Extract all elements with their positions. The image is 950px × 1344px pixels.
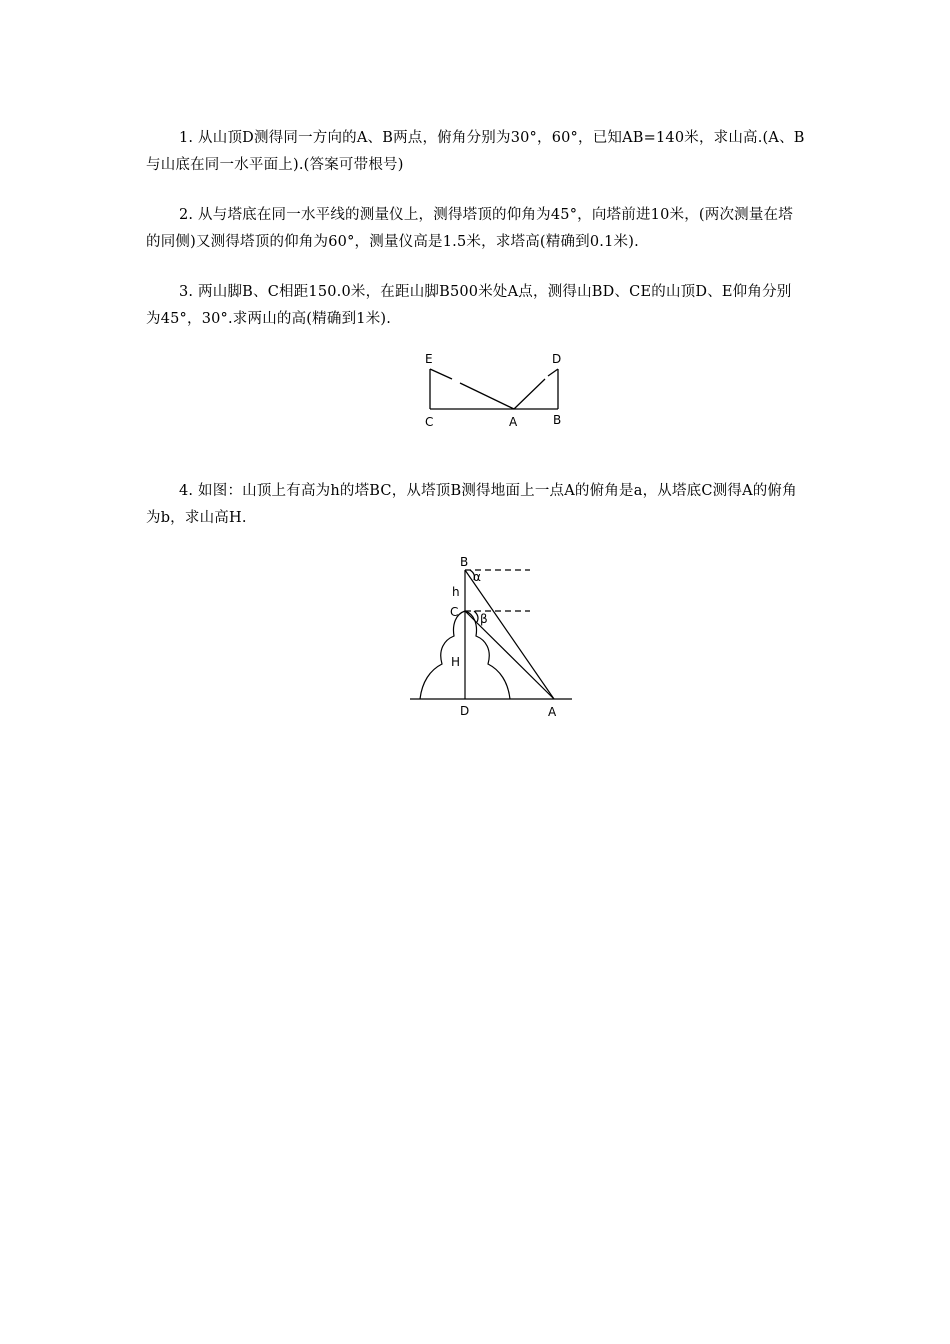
label-beta: β: [480, 612, 488, 626]
line-ba: [465, 570, 554, 699]
line-ea-part2: [460, 383, 514, 409]
problem-4: 4. 如图：山顶上有高为h的塔BC，从塔顶B测得地面上一点A的俯角是a，从塔底C测得A的俯角为b，求山高H.: [146, 483, 797, 526]
label-c: C: [450, 605, 459, 619]
problem-1: 1. 从山顶D测得同一方向的A、B两点，俯角分别为30°，60°，已知AB=140米，求山高.(A、B与山底在同一水平面上).(答案可带根号): [146, 130, 805, 173]
problem-3: 3. 两山脚B、C相距150.0米，在距山脚B500米处A点，测得山BD、CE的山顶D、E仰角分别为45°，30°.求两山的高(精确到1米).: [146, 284, 792, 327]
label-alpha: α: [473, 570, 481, 584]
line-ad-part1: [514, 379, 545, 409]
line-ea-part1: [430, 369, 452, 379]
figure-tower-on-mountain-svg: [404, 552, 580, 722]
line-ca: [465, 611, 554, 699]
label-d: D: [460, 704, 470, 718]
label-a: A: [509, 415, 518, 429]
line-ad-part2: [548, 369, 558, 376]
label-e: E: [425, 352, 433, 366]
figure-two-mountains-svg: [410, 346, 580, 436]
label-b: B: [460, 555, 469, 569]
label-h-small: h: [452, 585, 460, 599]
label-a: A: [548, 705, 557, 719]
problem-2: 2. 从与塔底在同一水平线的测量仪上，测得塔顶的仰角为45°，向塔前进10米，(两次测量在塔的同侧)又测得塔顶的仰角为60°，测量仪高是1.5米，求塔高(精确到0.1米).: [146, 207, 793, 250]
figure-two-mountains: [410, 346, 580, 436]
label-b: B: [553, 413, 562, 427]
figure-tower-on-mountain: [404, 552, 580, 722]
label-c: C: [425, 415, 434, 429]
label-d: D: [552, 352, 562, 366]
label-h-capital: H: [451, 655, 461, 669]
